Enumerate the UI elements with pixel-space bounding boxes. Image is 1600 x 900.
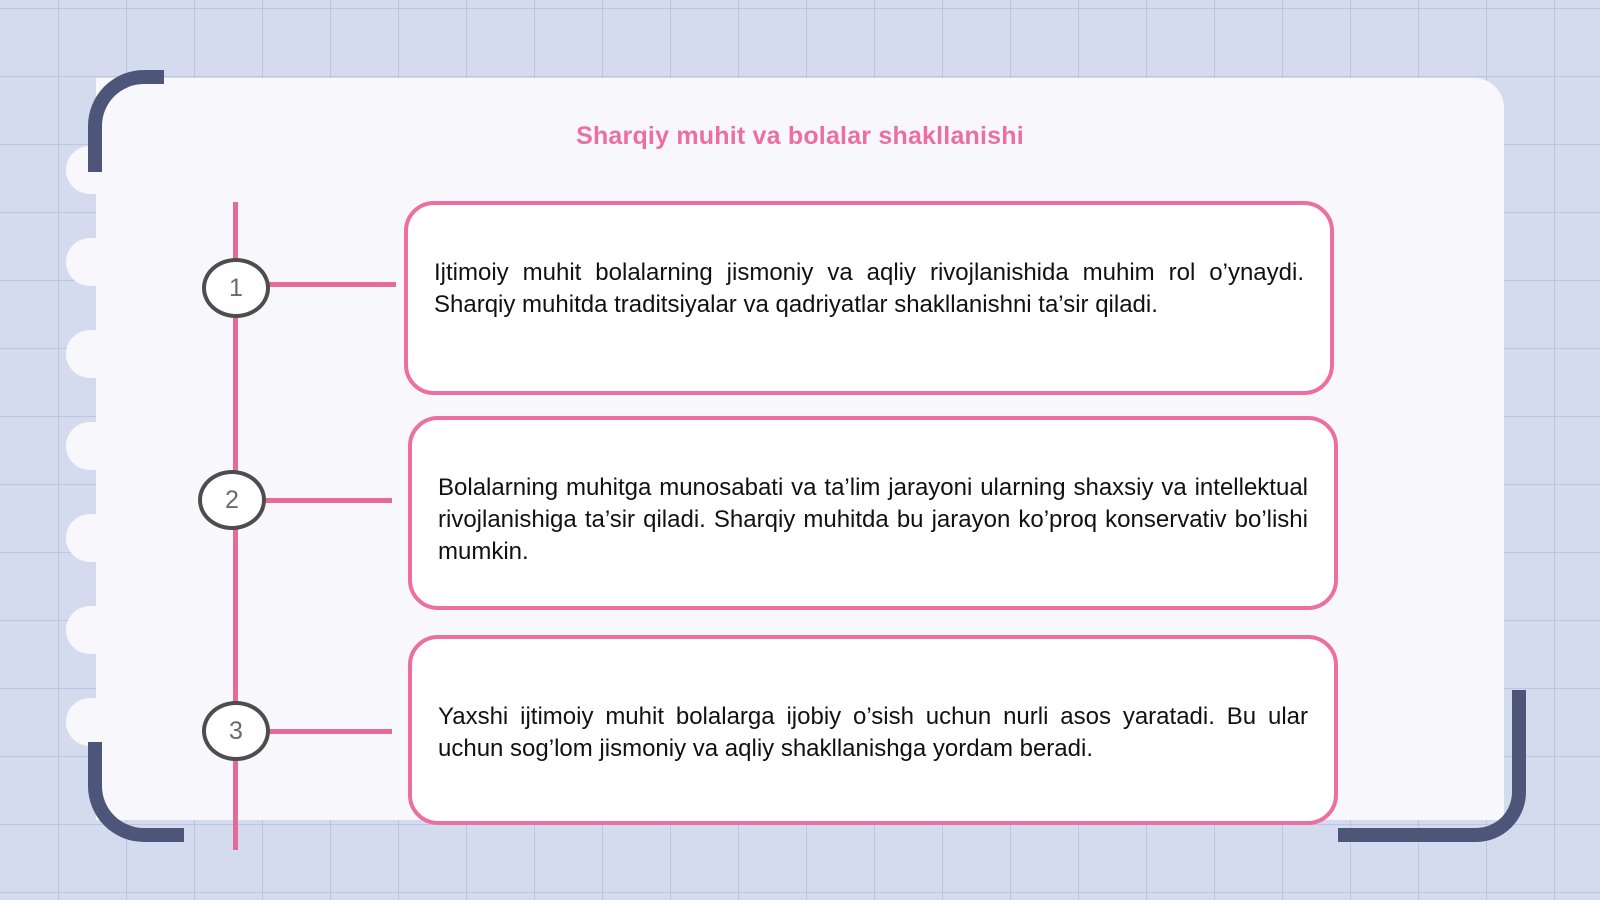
step-number-2: 2 <box>198 470 266 530</box>
step-text-3: Yaxshi ijtimoiy muhit bolalarga ijobiy o’sish uchun nurli asos yaratadi. Bu ular uchun sog’lom jismoniy va aqliy shakllanishga yordam beradi. <box>438 703 1308 762</box>
connector-3 <box>262 729 392 734</box>
slide-title <box>0 122 1600 151</box>
paper-scallop <box>66 606 126 654</box>
step-card-2 <box>408 416 1338 610</box>
slide-title-text: Sharqiy muhit va bolalar shakllanishi <box>576 122 1024 150</box>
step-text-1: Ijtimoiy muhit bolalarning jismoniy va aqliy rivojlanishida muhim rol o’ynaydi. Sharqiy muhitda traditsiyalar va qadriyatlar shakllanishni ta’sir qiladi. <box>434 259 1304 318</box>
step-card-1 <box>404 201 1334 395</box>
connector-2 <box>262 498 392 503</box>
paper-scallop <box>66 698 126 746</box>
paper-scallop <box>66 238 126 286</box>
connector-1 <box>266 282 396 287</box>
paper-scallop <box>66 330 126 378</box>
frame-corner-bottom-left <box>88 742 184 842</box>
step-text-2: Bolalarning muhitga munosabati va ta’lim jarayoni ularning shaxsiy va intellektual rivojlanishiga ta’sir qiladi. Sharqiy muhitda bu jarayon ko’proq konservativ bo’lishi mumkin. <box>438 474 1308 565</box>
step-number-3: 3 <box>202 701 270 761</box>
frame-corner-bottom-right <box>1338 690 1526 842</box>
step-card-3 <box>408 635 1338 825</box>
step-number-1: 1 <box>202 258 270 318</box>
paper-scallop <box>66 514 126 562</box>
paper-scallop <box>66 422 126 470</box>
